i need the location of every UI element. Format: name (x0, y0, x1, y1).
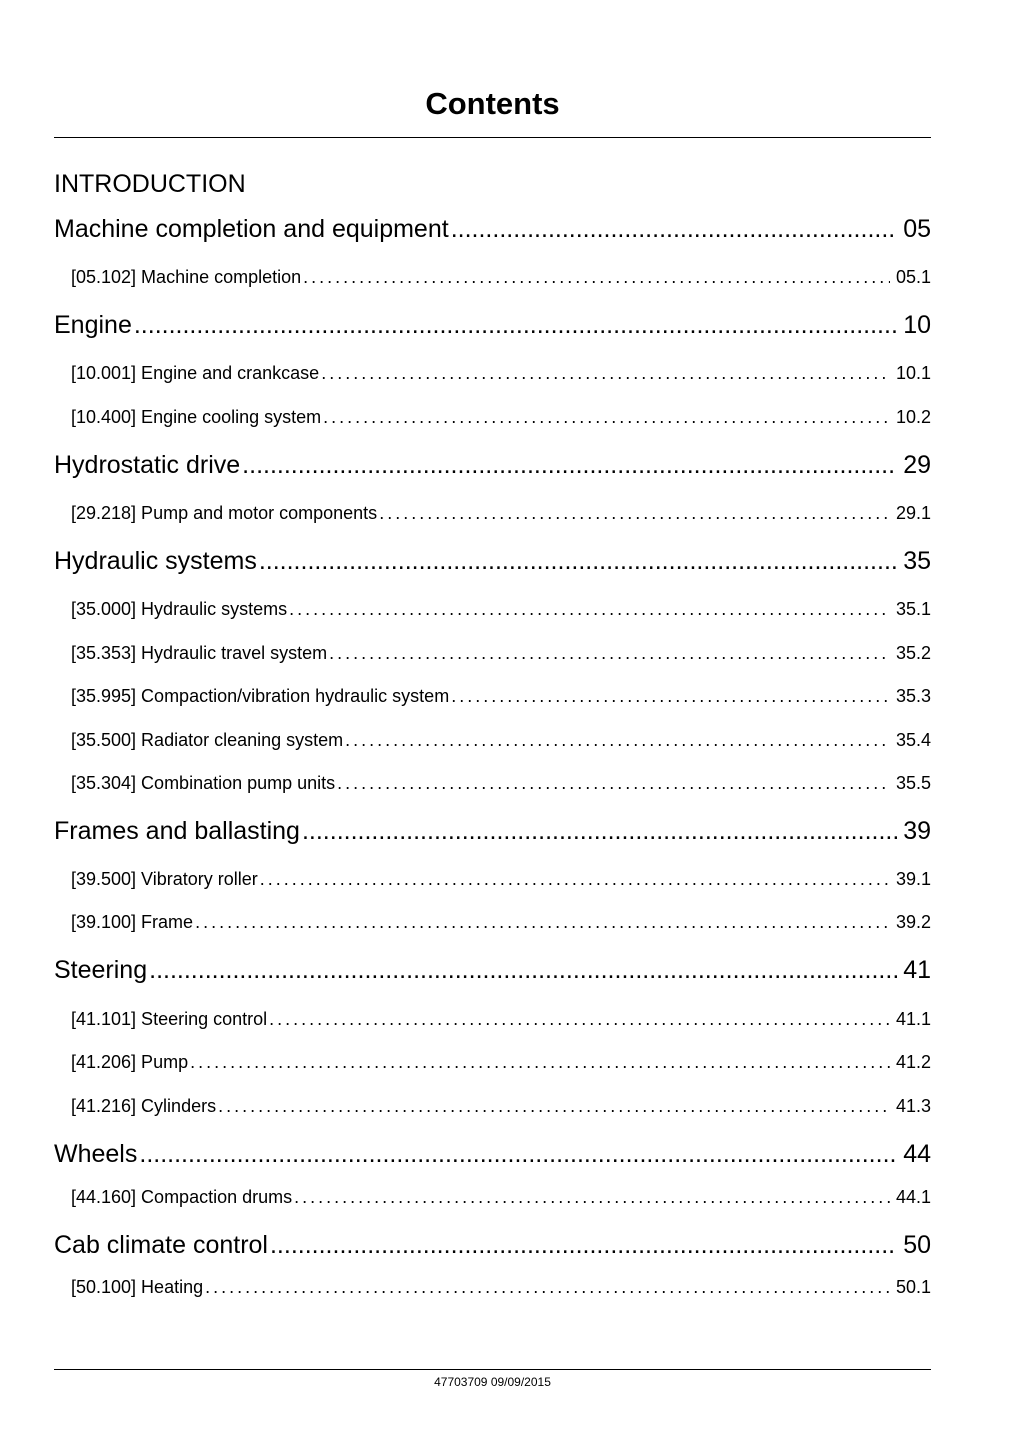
item-title: [39.500] Vibratory roller (71, 869, 258, 889)
toc-item[interactable] (71, 686, 931, 710)
chapter-title: Engine (54, 311, 132, 339)
chapter-page: 29 (903, 451, 931, 479)
item-page: 41.1 (895, 1009, 931, 1029)
toc-item[interactable] (71, 1096, 931, 1120)
item-title: [35.500] Radiator cleaning system (71, 730, 344, 750)
item-title: [35.995] Compaction/vibration hydraulic system (71, 686, 450, 706)
item-page: 50.1 (895, 1277, 931, 1297)
item-title: [35.000] Hydraulic systems (71, 599, 288, 619)
dot-leader (218, 1096, 890, 1117)
toc-item[interactable] (71, 643, 931, 667)
item-page: 41.3 (895, 1096, 931, 1116)
item-page: 39.1 (895, 869, 931, 889)
chapter-title: Hydrostatic drive (54, 451, 241, 479)
dot-leader (379, 503, 890, 524)
dot-leader (294, 1187, 890, 1208)
footer-divider (54, 1369, 931, 1370)
chapter-page: 05 (903, 215, 931, 243)
item-page: 10.1 (895, 363, 931, 383)
item-page: 35.5 (895, 773, 931, 793)
item-page: 35.2 (895, 643, 931, 663)
item-title: [10.400] Engine cooling system (71, 407, 322, 427)
dot-leader (195, 912, 890, 933)
title-divider (54, 137, 931, 138)
toc-item[interactable] (71, 1009, 931, 1033)
item-page: 44.1 (895, 1187, 931, 1207)
dot-leader (451, 215, 897, 244)
item-title: [05.102] Machine completion (71, 267, 302, 287)
item-title: [41.206] Pump (71, 1052, 189, 1072)
chapter-page: 10 (903, 311, 931, 339)
dot-leader (289, 599, 890, 620)
toc-item[interactable] (71, 363, 931, 387)
toc-chapter-wheels[interactable] (54, 1140, 931, 1174)
toc-item[interactable] (71, 912, 931, 936)
item-page: 35.3 (895, 686, 931, 706)
toc-chapter-hydraulic-systems[interactable] (54, 547, 931, 581)
dot-leader (259, 547, 897, 576)
dot-leader (260, 869, 890, 890)
item-title: [44.160] Compaction drums (71, 1187, 293, 1207)
toc-chapter-machine-completion[interactable] (54, 215, 931, 249)
toc-chapter-engine[interactable] (54, 311, 931, 345)
dot-leader (337, 773, 890, 794)
chapter-page: 35 (903, 547, 931, 575)
dot-leader (345, 730, 890, 751)
dot-leader (242, 451, 897, 480)
item-page: 39.2 (895, 912, 931, 932)
toc-item[interactable] (71, 1277, 931, 1301)
toc-item[interactable] (71, 267, 931, 291)
item-title: [41.216] Cylinders (71, 1096, 217, 1116)
toc-item[interactable] (71, 599, 931, 623)
footer-document-id: 47703709 09/09/2015 (434, 1375, 551, 1389)
item-page: 05.1 (895, 267, 931, 287)
dot-leader (323, 407, 890, 428)
item-page: 29.1 (895, 503, 931, 523)
item-title: [35.304] Combination pump units (71, 773, 336, 793)
chapter-page: 50 (903, 1231, 931, 1259)
item-page: 10.2 (895, 407, 931, 427)
toc-item[interactable] (71, 869, 931, 893)
dot-leader (139, 1140, 897, 1169)
chapter-title: Wheels (54, 1140, 138, 1168)
item-title: [39.100] Frame (71, 912, 194, 932)
dot-leader (321, 363, 890, 384)
item-page: 41.2 (895, 1052, 931, 1072)
dot-leader (205, 1277, 890, 1298)
toc-item[interactable] (71, 730, 931, 754)
dot-leader (329, 643, 890, 664)
toc-chapter-frames-and-ballasting[interactable] (54, 817, 931, 851)
toc-item[interactable] (71, 1187, 931, 1211)
dot-leader (451, 686, 890, 707)
toc-chapter-cab-climate-control[interactable] (54, 1231, 931, 1265)
toc-item[interactable] (71, 1052, 931, 1076)
item-title: [50.100] Heating (71, 1277, 204, 1297)
dot-leader (134, 311, 897, 340)
chapter-title: Cab climate control (54, 1231, 268, 1259)
toc-item[interactable] (71, 503, 931, 527)
toc-item[interactable] (71, 407, 931, 431)
page-title: Contents (425, 86, 560, 121)
item-title: [41.101] Steering control (71, 1009, 268, 1029)
item-title: [29.218] Pump and motor components (71, 503, 378, 523)
section-label: INTRODUCTION (54, 170, 246, 198)
dot-leader (302, 817, 897, 846)
chapter-page: 41 (903, 956, 931, 984)
chapter-title: Steering (54, 956, 148, 984)
chapter-title: Machine completion and equipment (54, 215, 449, 243)
dot-leader (190, 1052, 890, 1073)
dot-leader (270, 1231, 897, 1260)
toc-chapter-hydrostatic-drive[interactable] (54, 451, 931, 485)
item-page: 35.1 (895, 599, 931, 619)
item-title: [35.353] Hydraulic travel system (71, 643, 328, 663)
chapter-title: Hydraulic systems (54, 547, 257, 575)
chapter-title: Frames and ballasting (54, 817, 300, 845)
dot-leader (269, 1009, 890, 1030)
chapter-page: 39 (903, 817, 931, 845)
chapter-page: 44 (903, 1140, 931, 1168)
dot-leader (303, 267, 890, 288)
item-page: 35.4 (895, 730, 931, 750)
dot-leader (149, 956, 897, 985)
toc-item[interactable] (71, 773, 931, 797)
toc-chapter-steering[interactable] (54, 956, 931, 990)
item-title: [10.001] Engine and crankcase (71, 363, 320, 383)
